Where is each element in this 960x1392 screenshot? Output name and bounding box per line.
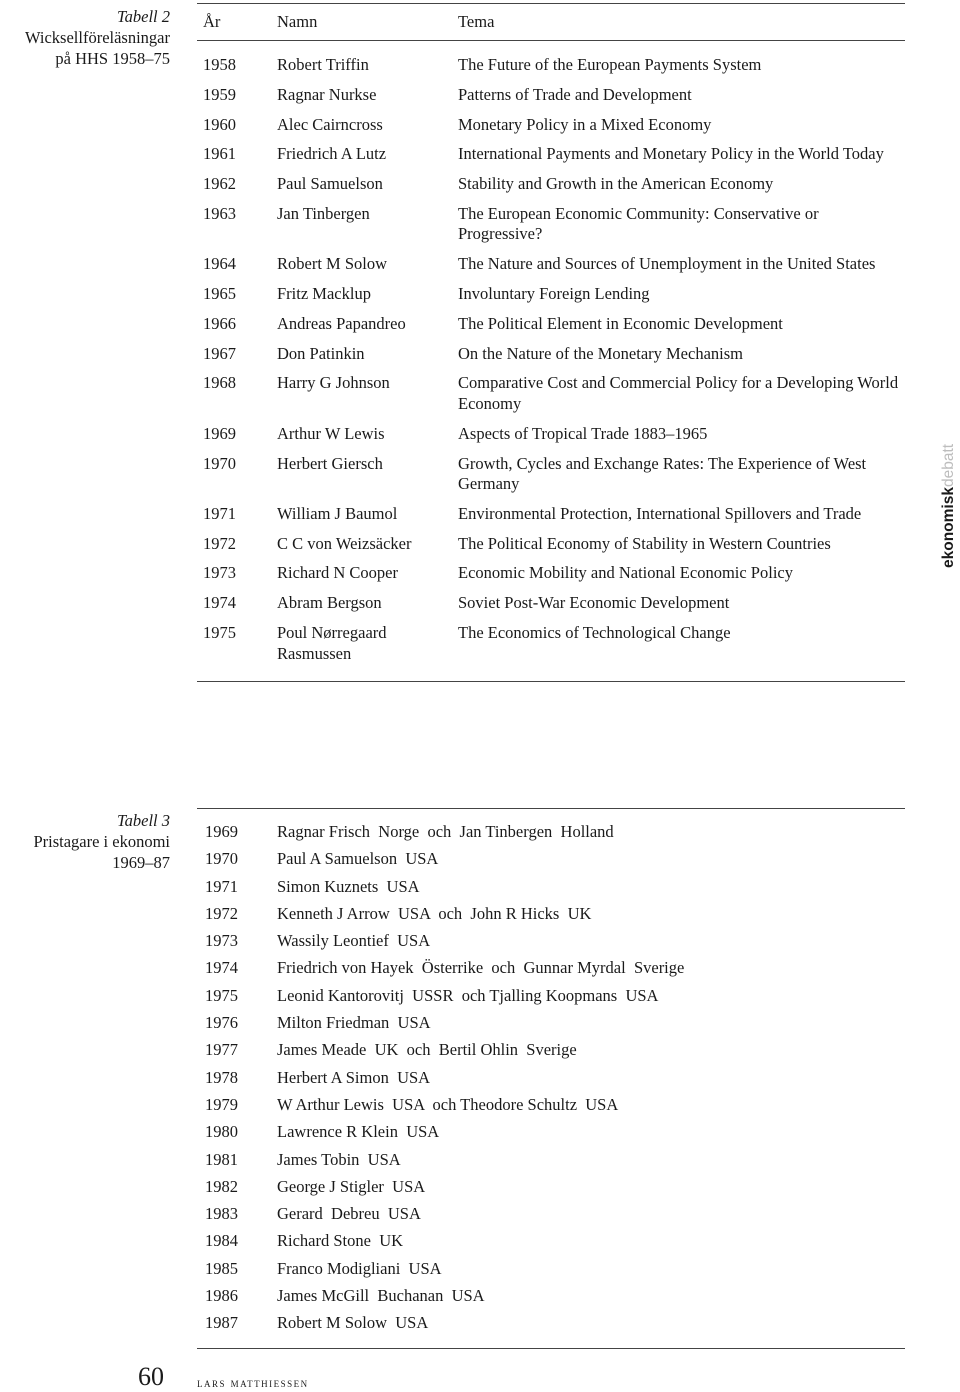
row-laureates: Franco Modigliani USA <box>277 1258 442 1278</box>
row-name: Jan Tinbergen <box>277 203 370 223</box>
row-year: 1974 <box>205 958 238 978</box>
row-year: 1979 <box>205 1094 238 1114</box>
row-laureates: Simon Kuznets USA <box>277 876 420 896</box>
row-name: Alec Cairncross <box>277 114 383 134</box>
table-row <box>197 903 905 930</box>
row-year: 1962 <box>203 174 236 194</box>
header-name: Namn <box>277 12 318 31</box>
row-year: 1985 <box>205 1258 238 1278</box>
row-topic: The Political Element in Economic Development <box>458 313 783 333</box>
row-year: 1975 <box>203 623 236 643</box>
table3-caption-subtitle: 1969–87 <box>112 853 170 872</box>
table-row <box>197 504 905 525</box>
table-row <box>197 1039 905 1066</box>
table2-caption <box>25 6 170 69</box>
table-row <box>197 144 905 165</box>
logo-bold-part: ekonomisk <box>940 487 957 568</box>
header-year: År <box>203 12 221 31</box>
row-year: 1971 <box>203 503 236 523</box>
row-name: Robert Triffin <box>277 55 369 74</box>
row-laureates: Paul A Samuelson USA <box>277 849 439 869</box>
row-year: 1977 <box>205 1040 238 1060</box>
row-laureates: Herbert A Simon USA <box>277 1067 431 1087</box>
row-year: 1975 <box>205 985 238 1005</box>
row-year: 1970 <box>205 849 238 869</box>
table-row <box>197 876 905 903</box>
row-name: William J Baumol <box>277 503 398 523</box>
row-topic: The Future of the European Payments System <box>458 55 762 74</box>
row-year: 1981 <box>205 1149 238 1169</box>
row-year: 1976 <box>205 1013 238 1033</box>
row-year: 1970 <box>203 453 236 473</box>
table2-body <box>197 41 905 681</box>
row-name: Poul Nørregaard Rasmussen <box>277 623 387 663</box>
row-laureates: Ragnar Frisch Norge och Jan Tinbergen Holland <box>277 822 614 841</box>
row-name: Friedrich A Lutz <box>277 144 387 164</box>
logo-text <box>940 408 958 568</box>
table-row <box>197 204 905 245</box>
table-row <box>197 85 905 106</box>
row-year: 1969 <box>205 822 238 841</box>
row-year: 1966 <box>203 313 236 333</box>
table-row <box>197 623 905 664</box>
row-year: 1969 <box>203 423 236 443</box>
row-name: Abram Bergson <box>277 593 382 613</box>
row-name: Herbert Giersch <box>277 453 383 473</box>
table-header-row <box>197 4 905 41</box>
row-topic: Environmental Protection, International Spillovers and Trade <box>458 503 862 523</box>
row-laureates: Milton Friedman USA <box>277 1013 431 1033</box>
table-row <box>197 344 905 365</box>
table-row <box>197 1067 905 1094</box>
table-row <box>197 1312 905 1339</box>
row-laureates: James McGill Buchanan USA <box>277 1286 485 1306</box>
row-topic: Growth, Cycles and Exchange Rates: The Experience of West Germany <box>458 453 867 494</box>
table-row <box>197 1094 905 1121</box>
table-row <box>197 1203 905 1230</box>
table-row <box>197 985 905 1012</box>
row-year: 1980 <box>205 1122 238 1142</box>
row-topic: Patterns of Trade and Development <box>458 84 692 104</box>
row-year: 1974 <box>203 593 236 613</box>
row-year: 1972 <box>203 533 236 553</box>
table-row <box>197 593 905 614</box>
table-row <box>197 563 905 584</box>
table-row <box>197 174 905 195</box>
row-year: 1964 <box>203 254 236 274</box>
table-row <box>197 454 905 495</box>
row-year: 1968 <box>203 373 236 393</box>
table-row <box>197 1121 905 1148</box>
table-row <box>197 55 905 76</box>
logo-light-part: debatt <box>940 443 957 488</box>
row-year: 1971 <box>205 876 238 896</box>
row-name: Andreas Papandreo <box>277 313 406 333</box>
row-name: Ragnar Nurkse <box>277 84 377 104</box>
row-year: 1987 <box>205 1313 238 1333</box>
row-topic: The Economics of Technological Change <box>458 623 731 643</box>
author-name: lars matthiessen <box>197 1376 309 1390</box>
table3-caption-label: Tabell 3 <box>116 811 170 830</box>
row-name: C C von Weizsäcker <box>277 533 412 553</box>
row-name: Arthur W Lewis <box>277 423 385 443</box>
row-laureates: Lawrence R Klein USA <box>277 1122 440 1142</box>
row-name: Richard N Cooper <box>277 563 398 583</box>
table2-caption-label: Tabell 2 <box>116 7 170 26</box>
row-year: 1973 <box>203 563 236 583</box>
row-laureates: George J Stigler USA <box>277 1176 426 1196</box>
ekonomiskdebatt-logo <box>940 408 958 568</box>
row-laureates: James Tobin USA <box>277 1149 401 1169</box>
row-topic: International Payments and Monetary Policy in the World Today <box>458 144 884 164</box>
row-year: 1961 <box>203 144 236 164</box>
row-laureates: Wassily Leontief USA <box>277 931 431 951</box>
row-laureates: Leonid Kantorovitj USSR och Tjalling Koopmans USA <box>277 985 659 1005</box>
table-row <box>197 957 905 984</box>
row-name: Don Patinkin <box>277 343 365 363</box>
row-laureates: Friedrich von Hayek Österrike och Gunnar Myrdal Sverige <box>277 958 685 978</box>
row-topic: On the Nature of the Monetary Mechanism <box>458 343 743 363</box>
row-year: 1982 <box>205 1176 238 1196</box>
row-topic: The Political Economy of Stability in Western Countries <box>458 533 831 553</box>
row-name: Harry G Johnson <box>277 373 390 393</box>
table2-caption-subtitle: på HHS 1958–75 <box>55 49 170 68</box>
table3-caption <box>33 810 170 873</box>
table-row <box>197 848 905 875</box>
row-year: 1960 <box>203 114 236 134</box>
row-laureates: James Meade UK och Bertil Ohlin Sverige <box>277 1040 577 1060</box>
row-year: 1984 <box>205 1231 238 1251</box>
row-year: 1967 <box>203 343 236 363</box>
table2-caption-title: Wicksellföreläsningar <box>24 28 170 47</box>
table-row <box>197 1285 905 1312</box>
row-topic: The Nature and Sources of Unemployment in the United States <box>458 254 876 274</box>
table-row <box>197 373 905 414</box>
row-year: 1986 <box>205 1286 238 1306</box>
nobel-laureates-table <box>197 808 905 1340</box>
row-laureates: Kenneth J Arrow USA och John R Hicks UK <box>277 903 592 923</box>
row-laureates: Richard Stone UK <box>277 1231 404 1251</box>
table-row <box>197 1230 905 1257</box>
table-row <box>197 534 905 555</box>
row-topic: Economic Mobility and National Economic Policy <box>458 563 793 583</box>
table-row <box>197 1012 905 1039</box>
table3-caption-title: Pristagare i ekonomi <box>33 832 170 851</box>
row-year: 1978 <box>205 1067 238 1087</box>
row-topic: Comparative Cost and Commercial Policy for a Developing World Economy <box>458 373 899 413</box>
row-name: Paul Samuelson <box>277 174 383 194</box>
table-row <box>197 1149 905 1176</box>
row-year: 1965 <box>203 284 236 304</box>
table-row <box>197 284 905 305</box>
row-year: 1959 <box>203 84 236 104</box>
row-topic: Aspects of Tropical Trade 1883–1965 <box>458 423 708 443</box>
row-year: 1983 <box>205 1204 238 1224</box>
row-year: 1973 <box>205 931 238 951</box>
row-topic: Monetary Policy in a Mixed Economy <box>458 114 712 134</box>
row-laureates: W Arthur Lewis USA och Theodore Schultz USA <box>277 1094 619 1114</box>
row-topic: The European Economic Community: Conservative or Progressive? <box>458 203 819 244</box>
footer-divider <box>197 1348 905 1349</box>
table-row <box>197 115 905 136</box>
row-year: 1963 <box>203 203 236 223</box>
table-row <box>197 314 905 335</box>
wicksell-lectures-table <box>197 3 905 682</box>
table-row <box>197 1176 905 1203</box>
row-year: 1972 <box>205 903 238 923</box>
header-topic: Tema <box>458 12 495 31</box>
row-name: Robert M Solow <box>277 254 388 274</box>
row-name: Fritz Macklup <box>277 284 371 304</box>
table-row <box>197 254 905 275</box>
row-topic: Soviet Post-War Economic Development <box>458 593 730 613</box>
row-topic: Involuntary Foreign Lending <box>458 284 650 304</box>
table-row <box>197 1258 905 1285</box>
row-laureates: Gerard Debreu USA <box>277 1204 421 1224</box>
page-number: 60 <box>138 1362 164 1391</box>
row-topic: Stability and Growth in the American Economy <box>458 174 774 194</box>
table-row <box>197 424 905 445</box>
row-year: 1958 <box>203 55 236 74</box>
table-row <box>197 821 905 848</box>
table3-body <box>197 809 905 1340</box>
row-laureates: Robert M Solow USA <box>277 1313 429 1333</box>
table-row <box>197 930 905 957</box>
